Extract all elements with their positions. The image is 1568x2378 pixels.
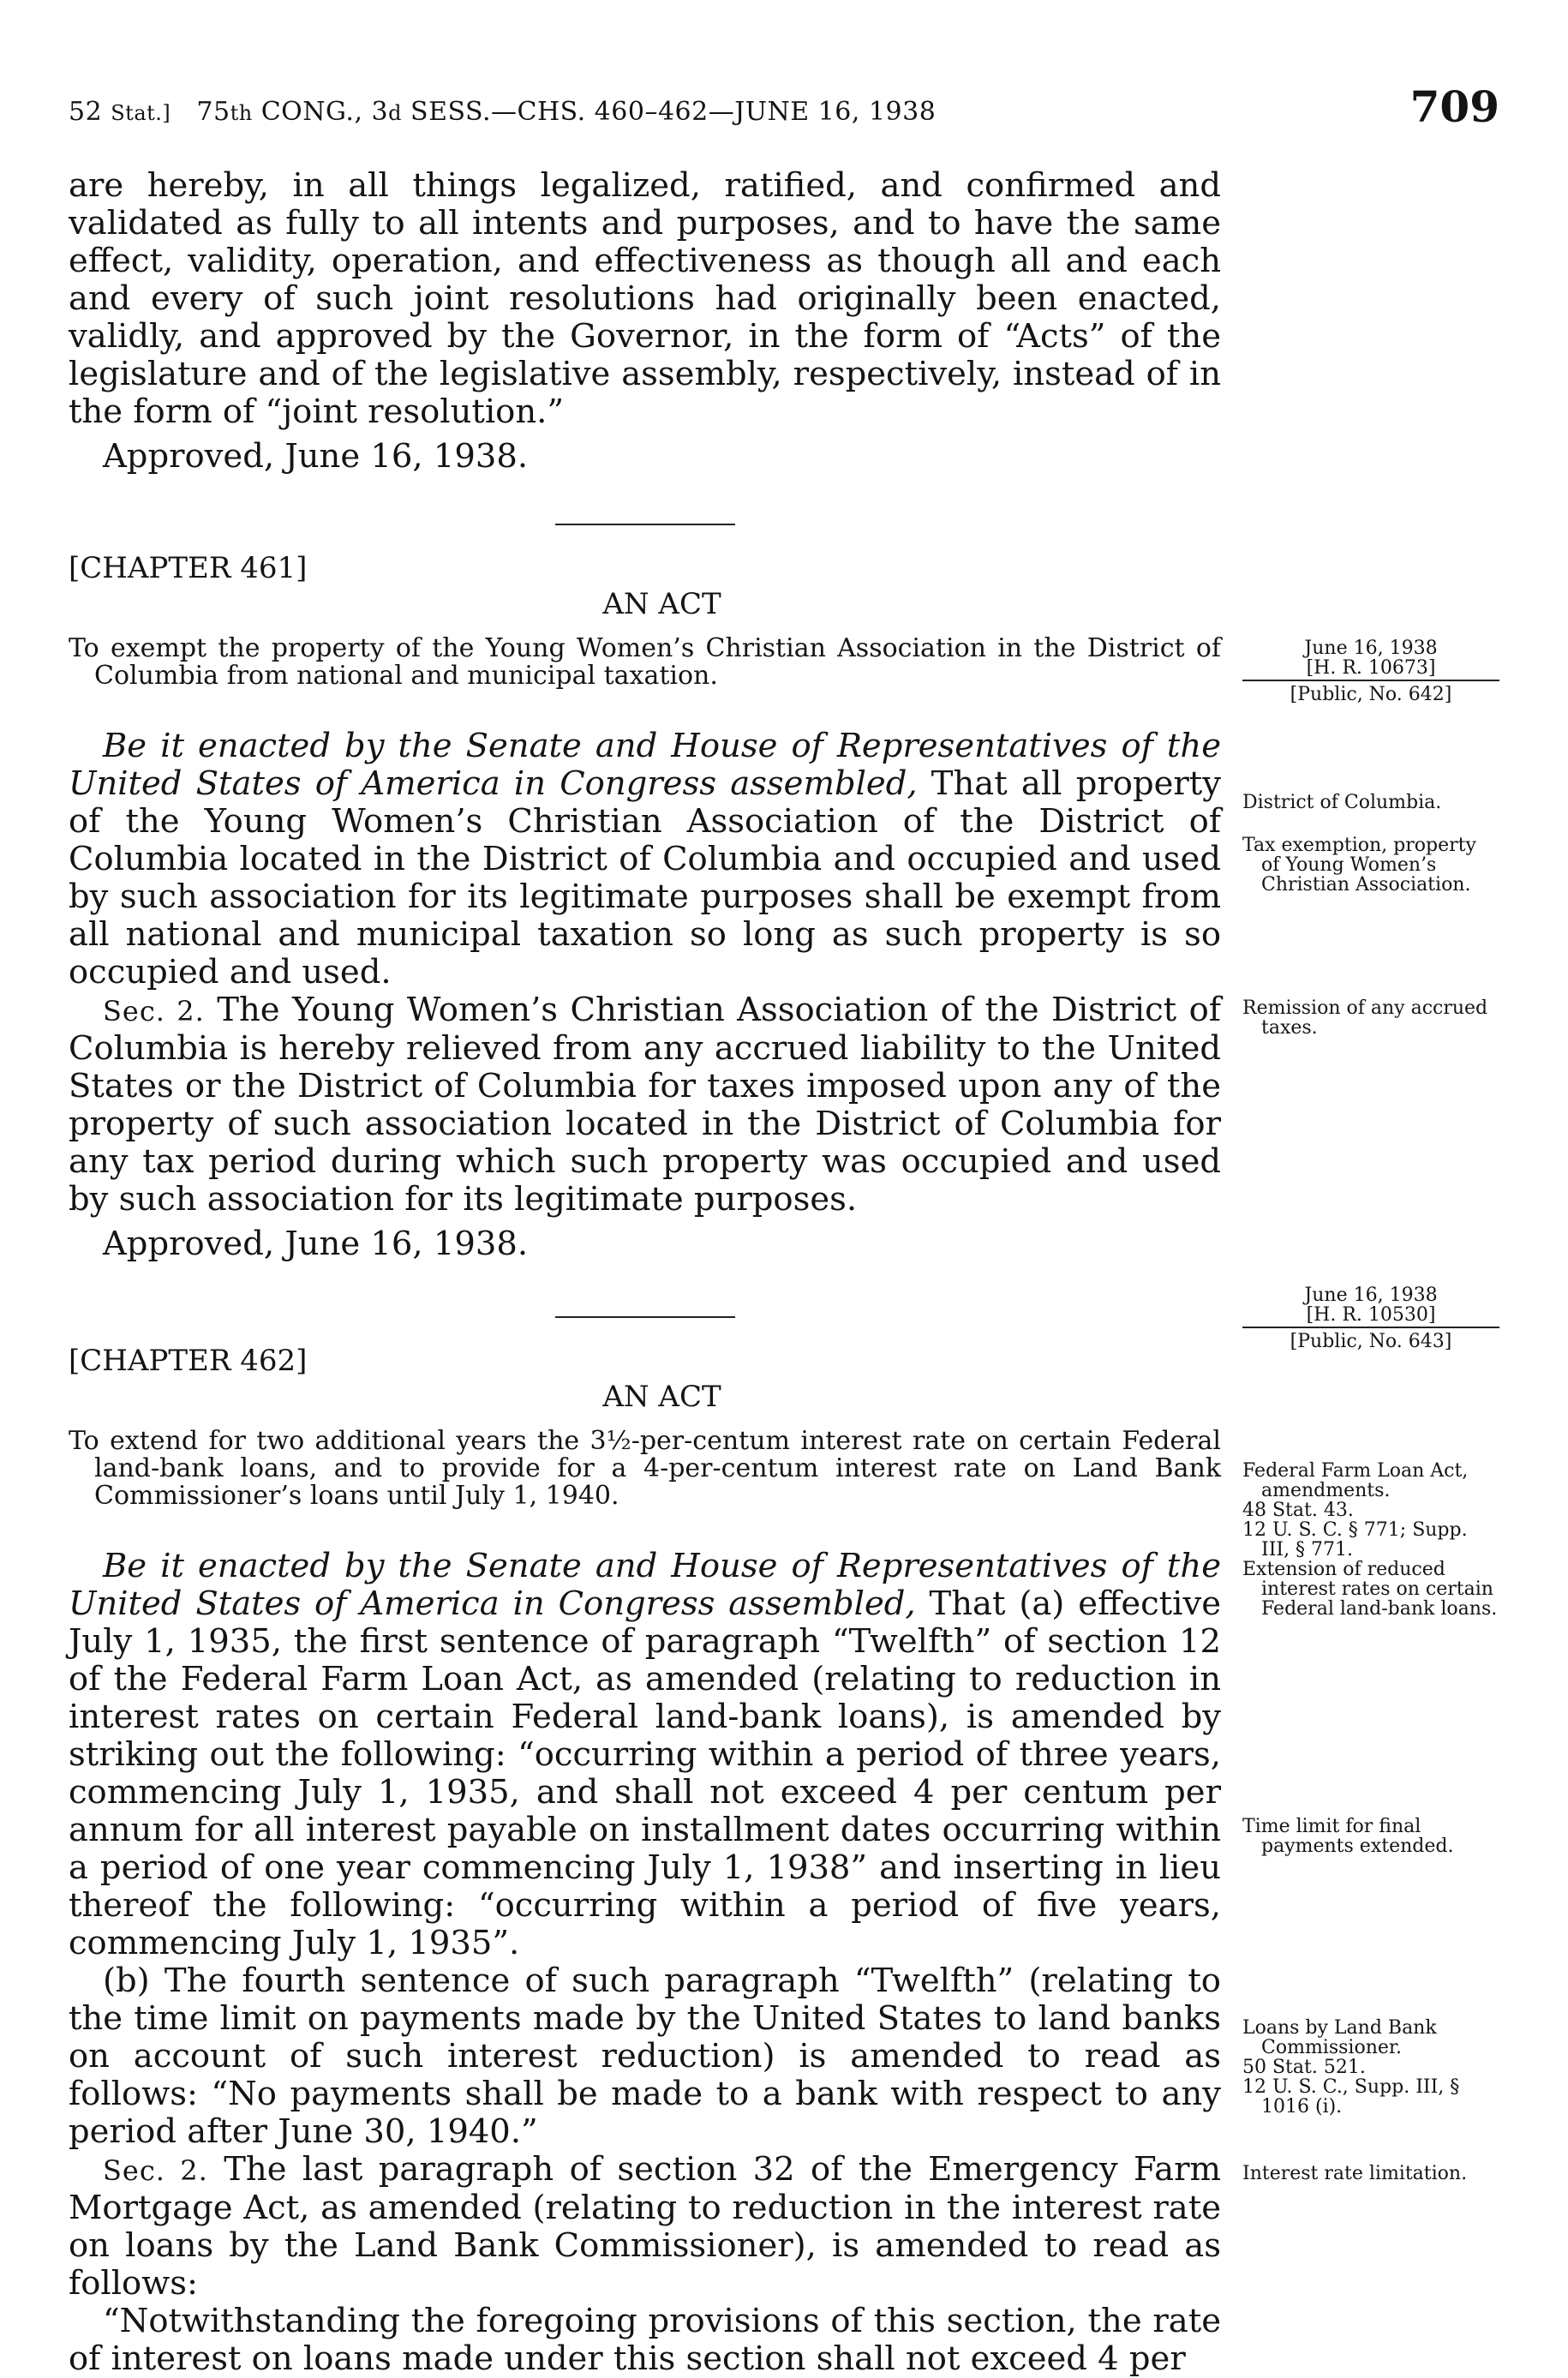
bill-date: June 16, 1938 [1304, 1285, 1438, 1306]
margin-note-rate-limitation: Interest rate limitation. [1242, 2163, 1468, 2184]
chapter-462-section-1b: (b) The fourth sentence of such paragraph “Twelfth” (relating to the time limit on payments made by the United States to land banks on account of such interest reduction) is amended to read as follows: “No payments shall be made to a bank with respect to any period after June 30, 1940.” [69, 1962, 1221, 2151]
margin-note-remission: Remission of any accrued taxes. [1242, 997, 1488, 1039]
bill-number: [H. R. 10673] [1242, 658, 1499, 681]
bill-number: [H. R. 10530] [1242, 1305, 1499, 1328]
margin-note-district: District of Columbia. [1242, 792, 1442, 813]
citation-48-stat: 48 Stat. 43. [1242, 1500, 1354, 1521]
chapter-462-quoted-text: “Notwithstanding the foregoing provisions of this section, the rate of interest on loans made under this section shall not exceed 4 per [69, 2302, 1221, 2378]
chapter-461-an-act: AN ACT [602, 587, 721, 621]
page-number: 709 [1409, 81, 1499, 132]
chapter-461-bill-info [1242, 638, 1499, 704]
enacting-clause: Be it enacted by the Senate and House of Representatives of the United States of America in Congress assembled, [69, 1547, 1221, 1623]
public-law-number: [Public, No. 642] [1290, 684, 1452, 705]
section-2-text: The last paragraph of section 32 of the Emergency Farm Mortgage Act, as amended (relating to reduction in the interest rate on loans by the Land Bank Commissioner), is amended to read as follows: [69, 2150, 1222, 2303]
bill-date: June 16, 1938 [1304, 638, 1438, 659]
enacting-clause: Be it enacted by the Senate and House of Representatives of the United States of America in Congress assembled, [69, 727, 1221, 803]
chapter-462-section-2 [69, 2151, 1221, 2303]
congress-suffix: th [230, 101, 253, 125]
stat-volume: 52 [69, 97, 103, 127]
margin-note-ffla: Federal Farm Loan Act, amendments. 48 Stat. 43. 12 U. S. C. § 771; Supp. III, § 771. Extension of reduced interest rates on certain Federal land-bank loans. [1242, 1461, 1499, 1619]
chapter-461-title: To exempt the property of the Young Women’s Christian Association in the District of Columbia from national and municipal taxation. [69, 633, 1221, 691]
intro-paragraph: are hereby, in all things legalized, ratified, and confirmed and validated as fully to all intents and purposes, and to have the same effect, validity, operation, and effectiveness as though all and each and every of such joint resolutions had originally been enacted, validly, and approved by the Governor, in the form of “Acts” of the legislature and of the legislative assembly, respectively, instead of in the form of “joint resolution.” [69, 166, 1221, 431]
stat-label: Stat.] [111, 101, 171, 125]
margin-note-tax-exemption: Tax exemption, property of Young Women’s Christian Association. [1242, 835, 1476, 895]
section-2-label: Sec. 2. [103, 2154, 208, 2187]
session-chapters-date: SESS.—CHS. 460–462—JUNE 16, 1938 [401, 97, 937, 127]
chapter-462-section-1a [69, 1548, 1221, 1962]
section-2-text: The Young Women’s Christian Association of the District of Columbia is hereby relieved from any accrued liability to the United States or the District of Columbia for taxes imposed upon any of the property of such association located in the District of Columbia for any tax period during which such property was occupied and used by such association for its legitimate purposes. [69, 991, 1221, 1219]
chapter-461-section-1 [69, 728, 1221, 991]
citation-50-stat: 50 Stat. 521. [1242, 2057, 1366, 2078]
congress-number: 75 [196, 97, 230, 127]
session-suffix: d [388, 101, 402, 125]
section-1-text: That all property of the Young Women’s Christian Association of the District of Columbia located in the District of Columbia and occupied and used by such association for its legitimate purposes shall be exempt from all national and municipal taxation so long as such property is so occupied and used. [69, 764, 1221, 991]
chapter-462-an-act: AN ACT [602, 1380, 721, 1414]
section-divider-rule [555, 524, 735, 525]
running-header [69, 81, 1499, 141]
main-text-column [69, 167, 1221, 2378]
citation-usc-771: 12 U. S. C. § 771; Supp. III, § 771. [1242, 1519, 1468, 1560]
margin-note-extension: Extension of reduced interest rates on certain Federal land-bank loans. [1242, 1559, 1498, 1620]
section-1a-text: That (a) effective July 1, 1935, the first sentence of paragraph “Twelfth” of section 12 of the Federal Farm Loan Act, as amended (relating to reduction in interest rates on certain Federal land-bank loans), is amended by striking out the following: “occurring within a period of three years, commencing July 1, 1935, and shall not exceed 4 per centum per annum for all interest payable on installment dates occurring within a period of one year commencing July 1, 1938” and inserting in lieu thereof the following: “occurring within a period of five years, commencing July 1, 1935”. [69, 1584, 1221, 1962]
chapter-461-heading: [CHAPTER 461] [69, 551, 308, 585]
chapter-461-section-2 [69, 991, 1221, 1219]
chapter-462-heading: [CHAPTER 462] [69, 1344, 308, 1378]
chapter-462-title: To extend for two additional years the 3½-per-centum interest rate on certain Federal land-bank loans, and to provide for a 4-per-centum interest rate on Land Bank Commissioner’s loans until July 1, 1940. [69, 1426, 1221, 1511]
statute-citation [69, 97, 936, 127]
citation-usc-1016: 12 U. S. C., Supp. III, § 1016 (i). [1242, 2076, 1460, 2117]
chapter-462-bill-info [1242, 1285, 1499, 1351]
approved-line-2: Approved, June 16, 1938. [103, 1225, 529, 1263]
approved-line-1: Approved, June 16, 1938. [103, 437, 529, 476]
section-divider-rule [555, 1316, 735, 1318]
document-page [69, 81, 1499, 2378]
margin-note-time-limit: Time limit for final payments extended. [1242, 1816, 1454, 1857]
margin-note-loans-lbc: Loans by Land Bank Commissioner. 50 Stat. 521. 12 U. S. C., Supp. III, § 1016 (i). [1242, 2018, 1499, 2117]
section-2-label: Sec. 2. [103, 995, 205, 1027]
congress-rest: CONG., 3 [252, 97, 389, 127]
public-law-number: [Public, No. 643] [1290, 1331, 1452, 1352]
